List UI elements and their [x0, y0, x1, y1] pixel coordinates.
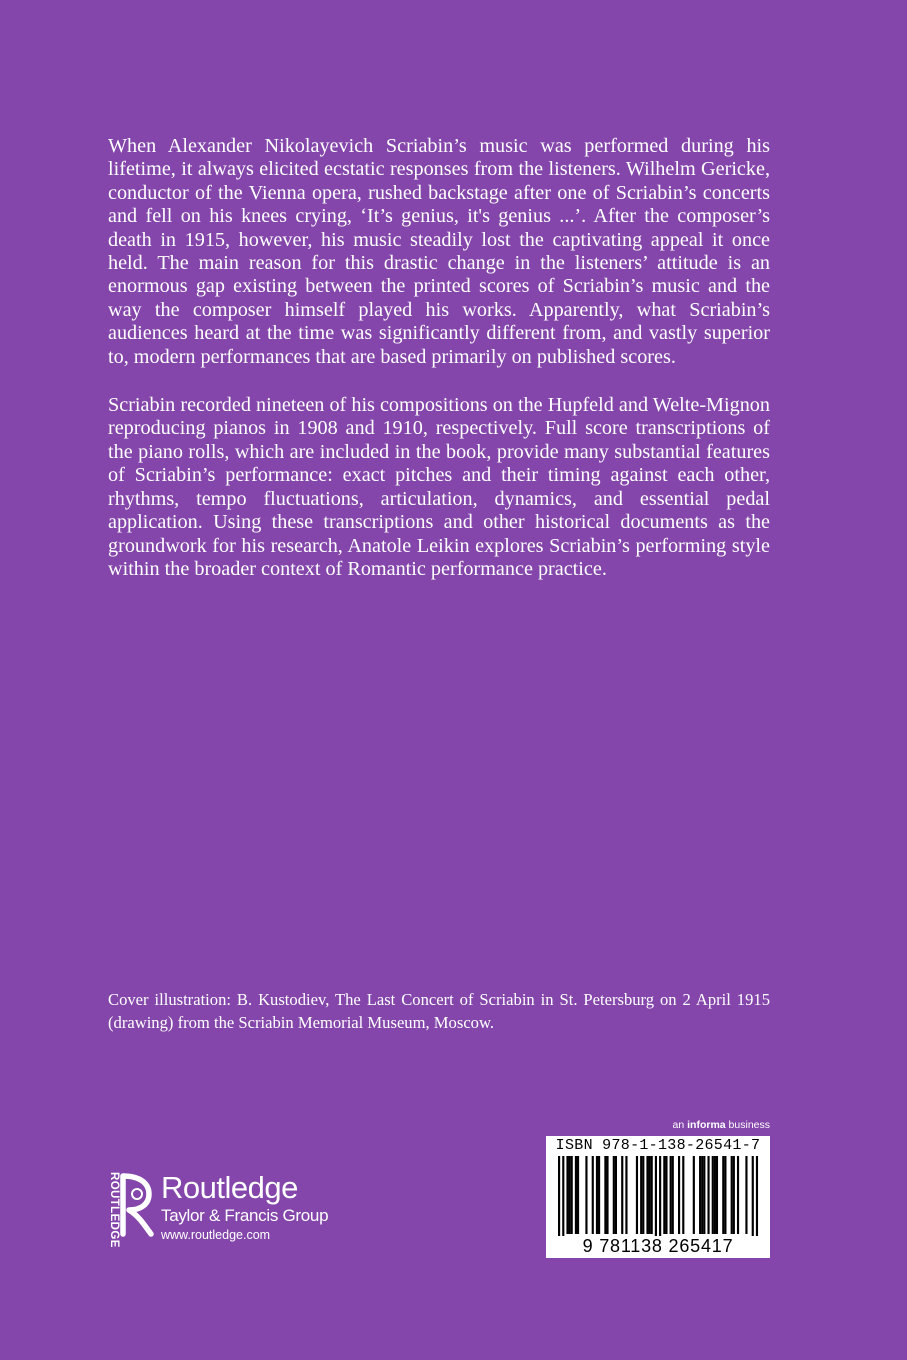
barcode-bar	[724, 1156, 726, 1234]
isbn-barcode	[546, 1136, 770, 1258]
barcode-bar	[733, 1156, 735, 1234]
barcode-bar	[569, 1156, 571, 1234]
publisher-group: Taylor & Francis Group	[161, 1206, 329, 1225]
publisher-url: www.routledge.com	[161, 1228, 271, 1242]
barcode-bar	[615, 1156, 617, 1234]
barcode-bar	[737, 1156, 739, 1234]
publisher-logo	[97, 1168, 357, 1248]
back-cover-blurb	[108, 135, 770, 581]
barcode-bar	[604, 1156, 606, 1234]
barcode-bar	[712, 1156, 714, 1234]
barcode-bar	[562, 1156, 564, 1236]
cover-illustration-credit: Cover illustration: B. Kustodiev, The Last Concert of Scriabin in St. Petersburg on 2 April 1915 (drawing) from the Scriabin Memorial Museum, Moscow.	[108, 990, 770, 1032]
barcode-bar	[585, 1156, 587, 1234]
ean-digits: 9 781138 265417	[582, 1236, 734, 1256]
barcode-bar	[646, 1156, 648, 1234]
barcode-bar	[592, 1156, 594, 1234]
blurb-paragraph-1: When Alexander Nikolayevich Scriabin’s music was performed during his lifetime, it always elicited ecstatic responses from the listeners. Wilhelm Gericke, conductor of the Vienna opera, rushed backstage after one of Scriabin’s concerts and fell on his knees crying, ‘It’s genius, it's genius ...’. After the composer’s death in 1915, however, his music steadily lost the captivating appeal it once held. The main reason for this drastic change in the listeners’ attitude is an enormous gap existing between the printed scores of Scriabin’s music and the way the composer himself played his works. Apparently, what Scriabin’s audiences heard at the time was significantly different from, and vastly superior to, modern performances that are based primarily on published scores.	[108, 135, 770, 368]
informa-brand: informa	[687, 1119, 726, 1131]
barcode-bar	[707, 1156, 709, 1234]
barcode-bar	[703, 1156, 705, 1234]
barcode-bar	[659, 1156, 661, 1236]
barcode-bar	[714, 1156, 716, 1234]
barcode-bar	[598, 1156, 600, 1234]
barcode-bar	[731, 1156, 733, 1234]
informa-business-tagline	[652, 1118, 770, 1132]
barcode-bar	[699, 1156, 701, 1234]
barcode-bar	[682, 1156, 684, 1234]
barcode-bar	[621, 1156, 623, 1234]
barcode-bar	[651, 1156, 653, 1234]
barcode-bar	[558, 1156, 560, 1236]
barcode-bar	[577, 1156, 579, 1234]
barcode-icon	[546, 1156, 770, 1236]
barcode-bar	[613, 1156, 615, 1234]
barcode-bar	[636, 1156, 638, 1234]
barcode-bar	[625, 1156, 627, 1234]
barcode-bar	[649, 1156, 651, 1234]
barcode-bar	[566, 1156, 568, 1234]
barcode-bar	[663, 1156, 665, 1234]
blurb-paragraph-2: Scriabin recorded nineteen of his compositions on the Hupfeld and Welte-Mignon reproducing pianos in 1908 and 1910, respectively. Full score transcriptions of the piano rolls, which are included in the book, provide many substantial features of Scriabin’s performance: exact pitches and their timing against each other, rhythms, tempo fluctuations, articulation, dynamics, and essential pedal application. Using these transcriptions and other historical documents as the groundwork for his research, Anatole Leikin explores Scriabin’s performing style within the broader context of Romantic performance practice.	[108, 394, 770, 580]
logo-vertical-mark: ROUTLEDGE	[108, 1172, 120, 1248]
barcode-bar	[670, 1156, 672, 1234]
informa-suffix: business	[725, 1119, 770, 1131]
barcode-bar	[745, 1156, 747, 1234]
barcode-bar	[672, 1156, 674, 1234]
barcode-bar	[571, 1156, 573, 1234]
barcode-bar	[693, 1156, 695, 1234]
barcode-bar	[722, 1156, 724, 1234]
barcode-bar	[701, 1156, 703, 1234]
informa-prefix: an	[672, 1119, 688, 1131]
barcode-bar	[665, 1156, 667, 1234]
routledge-logo-icon	[97, 1168, 157, 1248]
publisher-name: Routledge	[161, 1170, 298, 1205]
barcode-bar	[606, 1156, 608, 1234]
barcode-bar	[752, 1156, 754, 1236]
barcode-bar	[716, 1156, 718, 1234]
barcode-bar	[642, 1156, 644, 1234]
barcode-bar	[655, 1156, 657, 1236]
barcode-bar	[678, 1156, 680, 1234]
barcode-bar	[596, 1156, 598, 1234]
barcode-bar	[756, 1156, 758, 1236]
barcode-bar	[575, 1156, 577, 1234]
publisher-wordmark	[161, 1170, 328, 1244]
isbn-label: ISBN 978-1-138-26541-7	[555, 1137, 761, 1154]
barcode-bar	[640, 1156, 642, 1234]
